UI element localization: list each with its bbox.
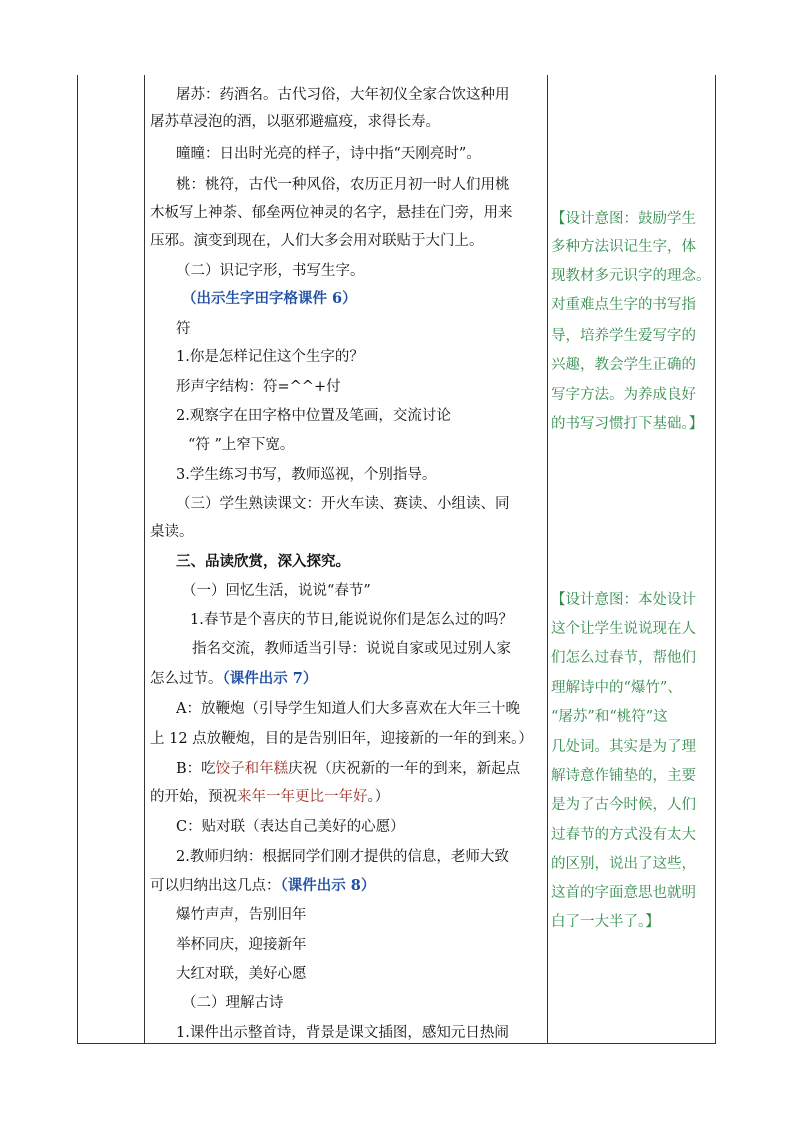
text-line: 3.学生练习书写，教师巡视，个别指导。 bbox=[176, 467, 437, 483]
design-note-line: 这首的字面意思也就明 bbox=[551, 885, 696, 901]
text-line: （三）学生熟读课文：开火车读、赛读、小组读、同 bbox=[176, 496, 510, 512]
design-note-line: 【设计意图：鼓励学生 bbox=[551, 211, 696, 227]
text-line: 爆竹声声，告别旧年 bbox=[176, 907, 307, 923]
text-span: B：吃 bbox=[176, 761, 216, 777]
text-line bbox=[150, 788, 389, 806]
table-divider-side bbox=[547, 75, 548, 1044]
design-note-line: 兴趣，教会学生正确的 bbox=[551, 357, 696, 373]
design-note-line: “屠苏”和“桃符”这 bbox=[551, 709, 668, 725]
text-line: 屠苏草浸泡的酒，以驱邪避瘟疫，求得长寿。 bbox=[150, 114, 440, 130]
text-line: 1.春节是个喜庆的节日,能说说你们是怎么过的吗？ bbox=[190, 612, 513, 628]
text-line: 1.课件出示整首诗，背景是课文插图，感知元日热闹 bbox=[176, 1025, 509, 1041]
text-line: 大红对联，美好心愿 bbox=[176, 966, 307, 982]
subsection-heading: （一）回忆生活，说说“春节” bbox=[182, 583, 371, 599]
highlight-text: 饺子和年糕 bbox=[215, 761, 289, 777]
courseware-note: （出示生字田字格课件 6） bbox=[182, 290, 357, 307]
table-divider-main bbox=[144, 75, 145, 1044]
design-note-line: 过春节的方式没有太大 bbox=[551, 827, 696, 843]
design-note-line: 几处词。其实是为了理 bbox=[551, 739, 696, 755]
design-note-line: 的区别，说出了这些， bbox=[551, 856, 696, 872]
text-line: 上 12 点放鞭炮，目的是告别旧年，迎接新的一年的到来。） bbox=[150, 731, 533, 747]
design-note-line: 这个让学生说说现在人 bbox=[551, 621, 696, 637]
text-span: 怎么过节。 bbox=[150, 671, 223, 687]
text-line: 屠苏：药酒名。古代习俗，大年初仪全家合饮这种用 bbox=[176, 87, 510, 103]
design-note-line: 现教材多元识字的理念。 bbox=[551, 268, 711, 284]
text-line: 2.教师归纳：根据同学们刚才提供的信息，老师大致 bbox=[176, 849, 509, 865]
text-line: 指名交流，教师适当引导：说说自家或见过别人家 bbox=[192, 641, 511, 657]
courseware-note: （课件出示 7） bbox=[222, 670, 318, 687]
table-bottom-border bbox=[77, 1043, 716, 1044]
text-line: A：放鞭炮（引导学生知道人们大多喜欢在大年三十晚 bbox=[176, 701, 520, 717]
design-note-line: 【设计意图：本处设计 bbox=[551, 592, 696, 608]
text-span: 庆祝（庆祝新的一年的到来，新起点 bbox=[288, 761, 521, 777]
design-note-line: 导，培养学生爱写字的 bbox=[551, 328, 696, 344]
text-line: 桌读。 bbox=[150, 524, 194, 540]
text-span: 。） bbox=[367, 789, 390, 805]
text-line: 形声字结构：符=^^+付 bbox=[176, 379, 341, 395]
section-heading: 三、品读欣赏，深入探究。 bbox=[176, 553, 350, 570]
text-line: 压邪。演变到现在，人们大多会用对联贴于大门上。 bbox=[150, 233, 484, 249]
text-line bbox=[176, 760, 520, 778]
section-heading: （二）识记字形，书写生字。 bbox=[176, 263, 365, 279]
design-note-line: 是为了古今时候，人们 bbox=[551, 797, 696, 813]
text-line: “符 ”上窄下宽。 bbox=[188, 437, 295, 453]
text-line: 1.你是怎样记住这个生字的？ bbox=[176, 349, 364, 365]
text-line: 举杯同庆，迎接新年 bbox=[176, 937, 307, 953]
text-line bbox=[150, 877, 375, 895]
text-span: 的开始，预祝 bbox=[150, 789, 237, 805]
courseware-note: （课件出示 8） bbox=[280, 877, 376, 894]
design-note-line: 们怎么过春节，帮他们 bbox=[551, 650, 696, 666]
design-note-line: 理解诗中的“爆竹”、 bbox=[551, 680, 682, 696]
text-line: 木板写上神荼、郁垒两位神灵的名字，悬挂在门旁，用来 bbox=[150, 205, 513, 221]
highlight-text: 来年一年更比一年好 bbox=[237, 789, 368, 805]
design-note-line: 对重难点生字的书写指 bbox=[551, 297, 696, 313]
text-line bbox=[150, 670, 317, 688]
subsection-heading: （二）理解古诗 bbox=[182, 995, 284, 1011]
design-note-line: 解诗意作铺垫的，主要 bbox=[551, 768, 696, 784]
design-note-line: 写字方法。为养成良好 bbox=[551, 387, 696, 403]
text-line: 2.观察字在田字格中位置及笔画，交流讨论 bbox=[176, 408, 451, 424]
text-line: 曈曈：日出时光亮的样子，诗中指“天刚亮时”。 bbox=[176, 146, 481, 162]
design-note-line: 多种方法识记生字，体 bbox=[551, 239, 696, 255]
table-right-border bbox=[715, 75, 716, 1044]
design-note-line: 的书写习惯打下基础。】 bbox=[551, 416, 704, 432]
text-line: C：贴对联（表达自己美好的心愿） bbox=[176, 819, 405, 835]
text-line: 符 bbox=[176, 321, 191, 337]
text-line: 桃：桃符，古代一种风俗，农历正月初一时人们用桃 bbox=[176, 177, 510, 193]
design-note-line: 白了一大半了。】 bbox=[551, 914, 660, 930]
text-span: 可以归纳出这几点： bbox=[150, 878, 281, 894]
table-left-border bbox=[77, 75, 78, 1044]
